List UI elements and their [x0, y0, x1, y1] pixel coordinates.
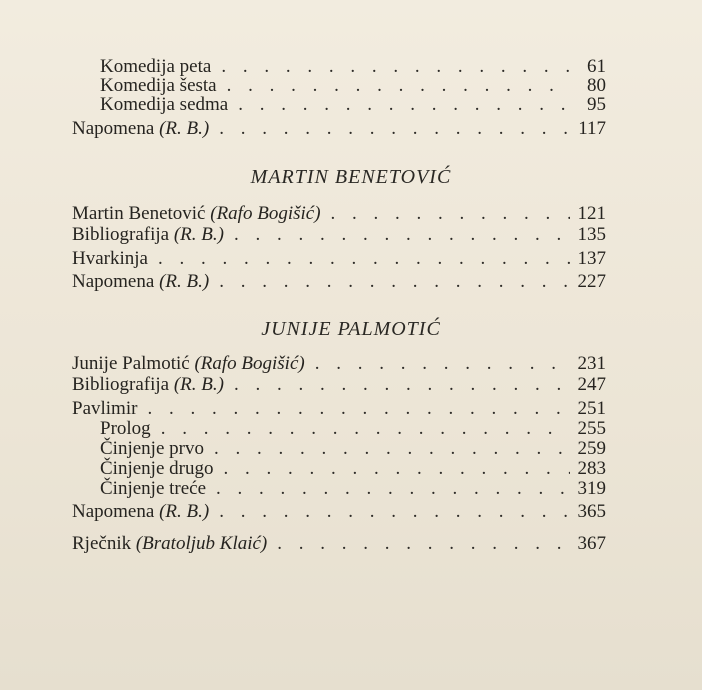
toc-page-number: 80: [587, 75, 606, 96]
toc-page-number: 231: [577, 353, 606, 374]
toc-entry: [100, 94, 606, 116]
toc-entry: [72, 203, 606, 225]
toc-page-number: 95: [587, 94, 606, 115]
leader-dots: [147, 398, 570, 420]
toc-title: Komedija šesta: [100, 75, 217, 96]
section-heading: MARTIN BENETOVIĆ: [250, 166, 452, 188]
toc-title: Napomena: [72, 118, 155, 139]
toc-title: Martin Benetović: [72, 203, 206, 224]
toc-page-number: 319: [577, 478, 606, 499]
toc-entry: [100, 478, 606, 500]
toc-entry: [100, 458, 606, 480]
leader-dots: [234, 224, 570, 246]
leader-dots: [219, 271, 570, 293]
toc-title: Bibliografija: [72, 374, 170, 395]
leader-dots: [214, 438, 570, 460]
toc-page-number: 365: [577, 501, 606, 522]
toc-page-number: 255: [577, 418, 606, 439]
toc-page-number: 247: [577, 374, 606, 395]
toc-entry: [72, 398, 606, 420]
toc-entry: [72, 271, 606, 293]
toc-entry: [72, 224, 606, 246]
leader-dots: [331, 203, 570, 225]
toc-title: Bibliografija: [72, 224, 170, 245]
leader-dots: [158, 248, 570, 270]
toc-entry: [100, 418, 606, 440]
toc-page-number: 117: [578, 118, 606, 139]
toc-author: (Rafo Bogišić): [194, 353, 305, 374]
toc-page-number: 137: [577, 248, 606, 269]
toc-title: Napomena: [72, 501, 155, 522]
leader-dots: [219, 118, 570, 140]
toc-title: Činjenje treće: [100, 478, 207, 499]
toc-author: (R. B.): [159, 271, 210, 292]
toc-title: Rječnik: [72, 533, 132, 554]
toc-entry: [72, 374, 606, 396]
toc-title: Hvarkinja: [72, 248, 148, 269]
toc-page-number: 283: [577, 458, 606, 479]
toc-title: Junije Palmotić: [72, 353, 190, 374]
toc-author: (Bratoljub Klaić): [135, 533, 268, 554]
toc-title: Prolog: [100, 418, 151, 439]
toc-author: (R. B.): [159, 118, 210, 139]
toc-entry: [100, 438, 606, 460]
toc-author: (R. B.): [173, 224, 224, 245]
toc-entry: [72, 248, 606, 270]
toc-title: Činjenje prvo: [100, 438, 204, 459]
toc-page-number: 121: [577, 203, 606, 224]
leader-dots: [238, 94, 570, 116]
toc-author: (R. B.): [159, 501, 210, 522]
toc-title: Činjenje drugo: [100, 458, 214, 479]
toc-page-number: 227: [577, 271, 606, 292]
toc-entry: [72, 533, 606, 555]
toc-page-number: 61: [587, 56, 606, 77]
toc-author: (R. B.): [173, 374, 224, 395]
leader-dots: [234, 374, 570, 396]
leader-dots: [223, 458, 570, 480]
toc-page-number: 259: [577, 438, 606, 459]
leader-dots: [216, 478, 570, 500]
toc-title: Komedija peta: [100, 56, 212, 77]
leader-dots: [219, 501, 570, 523]
leader-dots: [161, 418, 570, 440]
toc-title: Pavlimir: [72, 398, 138, 419]
toc-title: Komedija sedma: [100, 94, 229, 115]
toc-entry: [72, 501, 606, 523]
toc-title: Napomena: [72, 271, 155, 292]
toc-page-number: 251: [577, 398, 606, 419]
leader-dots: [277, 533, 570, 555]
toc-page-number: 367: [577, 533, 606, 554]
toc-page-number: 135: [577, 224, 606, 245]
toc-entry: [72, 118, 606, 140]
section-heading: JUNIJE PALMOTIĆ: [261, 318, 441, 340]
toc-entry: [72, 353, 606, 375]
toc-author: (Rafo Bogišić): [210, 203, 321, 224]
leader-dots: [315, 353, 570, 375]
